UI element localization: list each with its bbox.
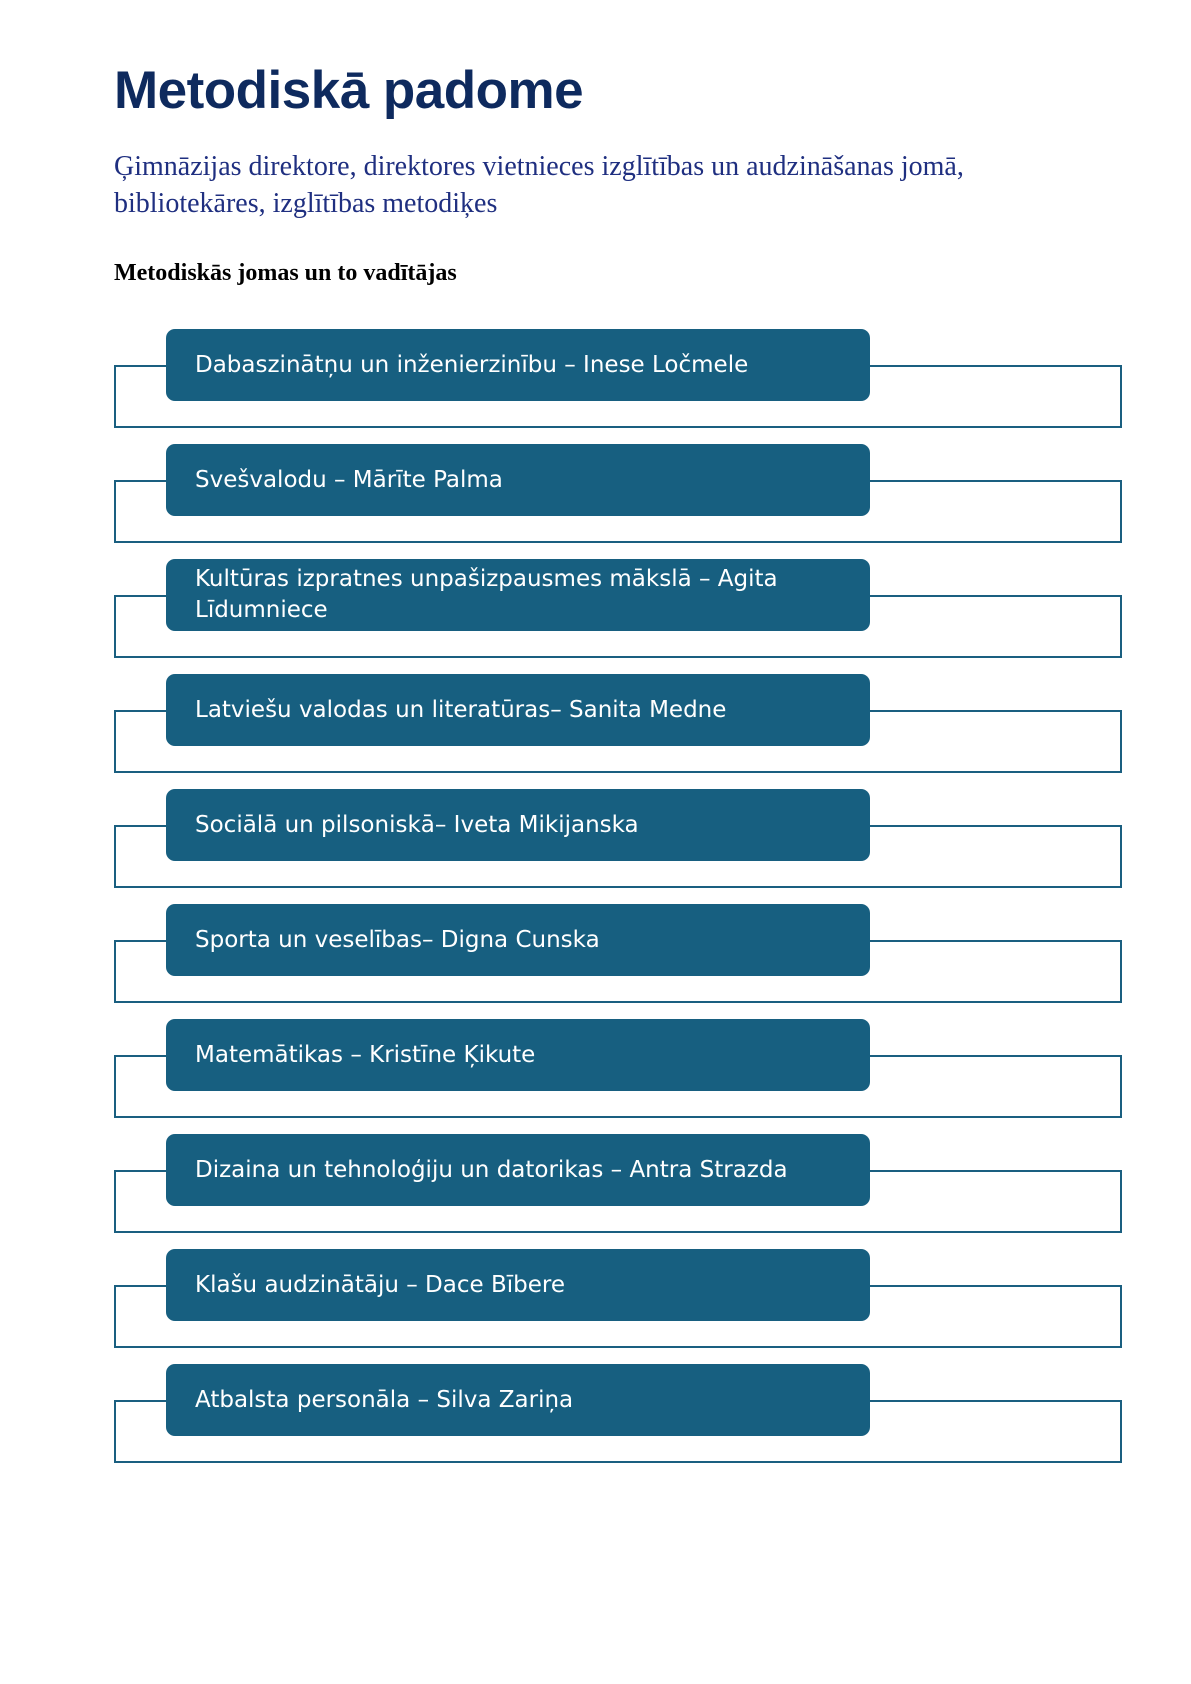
area-label: Sporta un veselības– Digna Cunska: [195, 926, 600, 953]
section-heading: Metodiskās jomas un to vadītājas: [114, 260, 457, 286]
list-item: [0, 674, 1191, 774]
area-label: Klašu audzinātāju – Dace Bībere: [195, 1271, 565, 1298]
page-subtitle: Ģimnāzijas direktore, direktores vietnieces izglītības un audzināšanas jomā, bibliotekāres, izglītības metodiķes: [114, 151, 964, 219]
page-title: Metodiskā padome: [114, 61, 584, 120]
area-box: [166, 789, 870, 861]
area-label: Dabaszinātņu un inženierzinību – Inese Ločmele: [195, 351, 749, 378]
list-item: [0, 329, 1191, 429]
area-label: Atbalsta personāla – Silva Zariņa: [195, 1386, 574, 1413]
list-item: [0, 789, 1191, 889]
area-label: Dizaina un tehnoloģiju un datorikas – Antra Strazda: [195, 1156, 788, 1183]
area-box: [166, 329, 870, 401]
list-item: [0, 1019, 1191, 1119]
area-box: [166, 1364, 870, 1436]
area-box: [166, 674, 870, 746]
area-label: Sociālā un pilsoniskā– Iveta Mikijanska: [195, 811, 639, 838]
list-item: [0, 559, 1191, 659]
area-box: [166, 444, 870, 516]
list-item: [0, 1249, 1191, 1349]
list-item: [0, 904, 1191, 1004]
area-label: Kultūras izpratnes unpašizpausmes mākslā – Agita Līdumniece: [195, 566, 778, 623]
list-item: [0, 444, 1191, 544]
area-label: Svešvalodu – Mārīte Palma: [195, 466, 503, 493]
area-box: [166, 1019, 870, 1091]
area-label: Matemātikas – Kristīne Ķikute: [195, 1041, 536, 1068]
list-item: [0, 1134, 1191, 1234]
area-box: [166, 1134, 870, 1206]
area-box: [166, 904, 870, 976]
area-box: [166, 559, 870, 631]
area-box: [166, 1249, 870, 1321]
list-item: [0, 1364, 1191, 1464]
area-label: Latviešu valodas un literatūras– Sanita Medne: [195, 696, 727, 723]
